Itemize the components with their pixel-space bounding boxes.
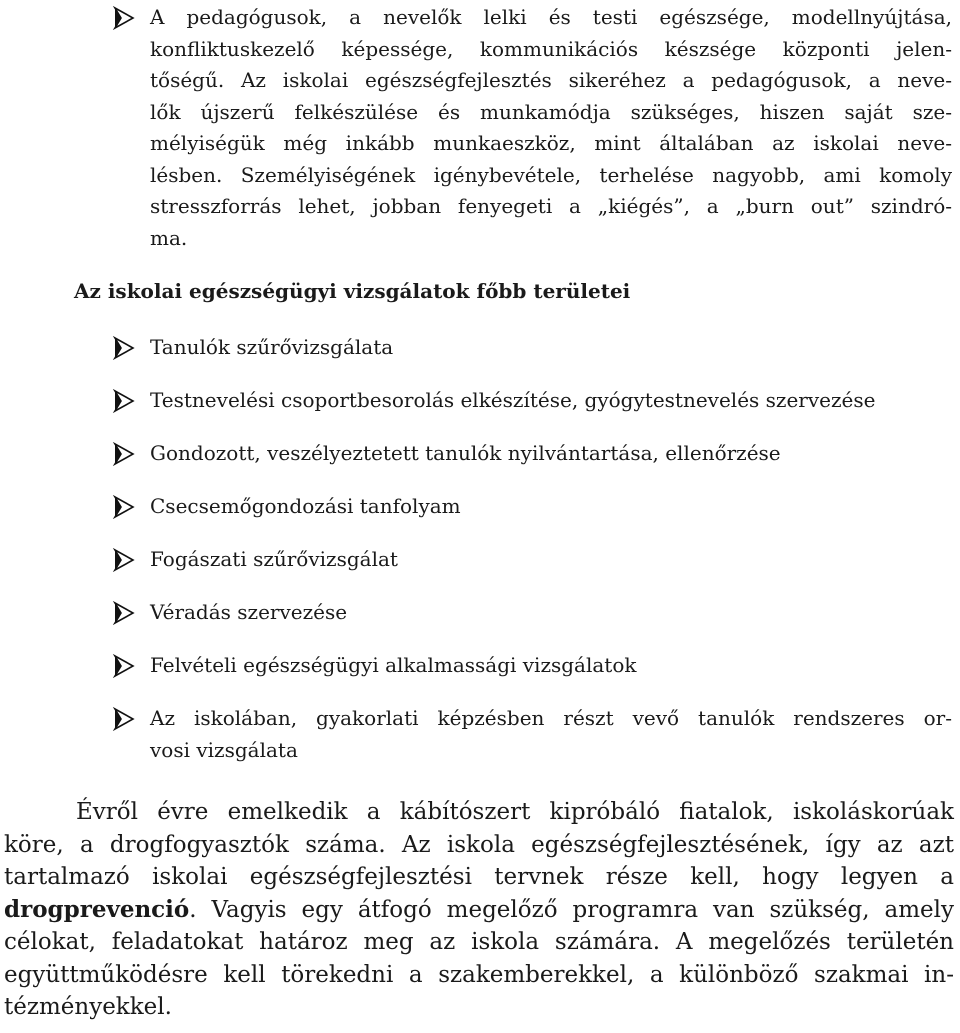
arrowhead-bullet-icon — [112, 495, 136, 519]
text-line: tartalmazó iskolai egészségfejlesztési tervnek része kell, hogy legyen a — [4, 864, 954, 890]
text-line: tőségű. Az iskolai egészségfejlesztés sikeréhez a pedagógusok, a neve- — [150, 68, 952, 92]
text-line: konfliktuskezelő képessége, kommunikációs készsége központi jelen- — [150, 36, 952, 61]
text-line: vosi vizsgálata — [150, 737, 298, 762]
arrowhead-bullet-icon — [112, 6, 136, 30]
section-heading: Az iskolai egészségügyi vizsgálatok főbb területei — [74, 279, 631, 303]
text-line: mélyiségük még inkább munkaeszköz, mint általában az iskolai neve- — [150, 131, 952, 155]
arrowhead-bullet-icon — [112, 654, 136, 678]
text-fragment: . Vagyis egy átfogó megelőző programra van szükség, amely — [189, 896, 954, 923]
drug-prevention-paragraph — [4, 796, 954, 1024]
text-line: célokat, feladatokat határoz meg az iskola számára. A megelőzés területén — [4, 929, 954, 955]
list-item-label: Tanulók szűrővizsgálata — [150, 335, 394, 359]
text-line: A pedagógusok, a nevelők lelki és testi egészsége, modellnyújtása, — [150, 5, 952, 29]
text-line: együttműködésre kell törekedni a szakemberekkel, a különböző szakmai in- — [4, 961, 954, 988]
text-line: stresszforrás lehet, jobban fenyegeti a „kiégés”, a „burn out” szindró- — [150, 194, 952, 218]
educators-paragraph — [150, 2, 952, 254]
arrowhead-bullet-icon — [112, 336, 136, 360]
arrowhead-bullet-icon — [112, 442, 136, 466]
text-line: ma. — [150, 225, 188, 250]
text-line — [4, 894, 954, 927]
list-item-label: Felvételi egészségügyi alkalmassági vizsgálatok — [150, 653, 637, 677]
arrowhead-bullet-icon — [112, 548, 136, 572]
list-item-label: Gondozott, veszélyeztetett tanulók nyilvántartása, ellenőrzése — [150, 441, 781, 465]
list-item-label: Véradás szervezése — [150, 600, 348, 624]
text-line: Az iskolában, gyakorlati képzésben részt vevő tanulók rendszeres or- — [150, 706, 952, 730]
text-line: köre, a drogfogyasztók száma. Az iskola egészségfejlesztésének, így az azt — [4, 831, 954, 858]
text-line: lők újszerű felkészülése és munkamódja szükséges, hiszen saját sze- — [150, 99, 952, 124]
text-line: Évről évre emelkedik a kábítószert kipróbáló fiatalok, iskoláskorúak — [76, 799, 954, 825]
list-item-label: Csecsemőgondozási tanfolyam — [150, 494, 461, 518]
text-line: lésben. Személyiségének igénybevétele, terhelése nagyobb, ami komoly — [150, 162, 952, 187]
arrowhead-bullet-icon — [112, 389, 136, 413]
list-item-label: Fogászati szűrővizsgálat — [150, 547, 398, 571]
arrowhead-bullet-icon — [112, 707, 136, 731]
bold-term: drogprevenció — [4, 895, 190, 923]
list-item-label: Testnevelési csoportbesorolás elkészítése, gyógytestnevelés szervezése — [150, 388, 876, 412]
text-line: tézményekkel. — [4, 994, 172, 1020]
arrowhead-bullet-icon — [112, 601, 136, 625]
list-item-label — [150, 703, 952, 766]
